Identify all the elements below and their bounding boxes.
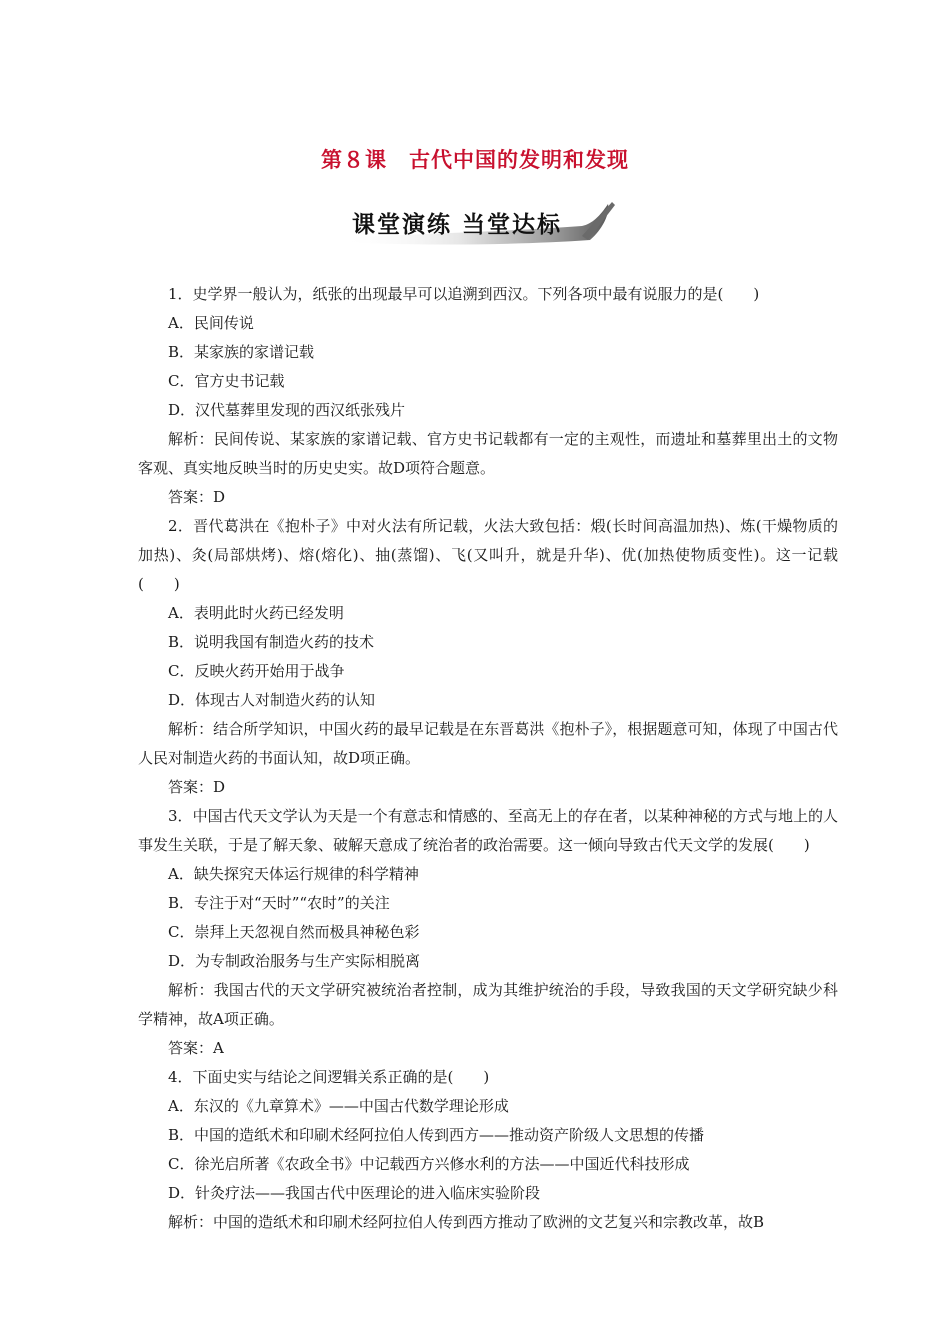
option-b: B．某家族的家谱记载 [168,343,315,361]
page-title: 第８课 古代中国的发明和发现 [321,148,629,172]
option-a: A．缺失探究天体运行规律的科学精神 [168,865,419,883]
banner-text: 课堂演练 当堂达标 [352,212,563,238]
option-a: A．表明此时火药已经发明 [168,604,344,622]
question-1 [138,280,838,512]
option-a: A．东汉的《九章算术》——中国古代数学理论形成 [168,1097,509,1115]
question-list [138,280,838,1237]
option-c: C．官方史书记载 [168,372,285,390]
option-c: C．徐光启所著《农政全书》中记载西方兴修水利的方法——中国近代科技形成 [168,1155,690,1173]
question-stem: 1．史学界一般认为，纸张的出现最早可以追溯到西汉。下列各项中最有说服力的是( ) [168,285,760,303]
answer-text: 答案：D [168,778,226,796]
answer-text: 答案：D [168,488,226,506]
analysis-text: 解析：中国的造纸术和印刷术经阿拉伯人传到西方推动了欧洲的文艺复兴和宗教改革，故B [168,1213,765,1231]
option-d: D．体现古人对制造火药的认知 [168,691,376,709]
option-b: B．专注于对“天时”“农时”的关注 [168,894,390,912]
option-d: D．针灸疗法——我国古代中医理论的进入临床实验阶段 [168,1184,541,1202]
question-stem: 3．中国古代天文学认为天是一个有意志和情感的、至高无上的存在者，以某种神秘的方式与地上的人事发生关联，于是了解天象、破解天意成了统治者的政治需要。这一倾向导致古代天文学的发展( ) [138,807,838,854]
option-b: B．中国的造纸术和印刷术经阿拉伯人传到西方——推动资产阶级人文思想的传播 [168,1126,705,1144]
analysis-text: 解析：民间传说、某家族的家谱记载、官方史书记载都有一定的主观性，而遗址和墓葬里出土的文物客观、真实地反映当时的历史史实。故D项符合题意。 [138,430,838,477]
question-3 [138,802,838,1063]
option-c: C．崇拜上天忽视自然而极具神秘色彩 [168,923,420,941]
question-stem: 2．晋代葛洪在《抱朴子》中对火法有所记载，火法大致包括：煅(长时间高温加热)、炼(干燥物质的加热)、灸(局部烘烤)、熔(熔化)、抽(蒸馏)、飞(又叫升，就是升华)、优(加热使物质变性)。这一记载( ) [138,517,838,593]
option-b: B．说明我国有制造火药的技术 [168,633,375,651]
option-a: A．民间传说 [168,314,254,332]
question-4 [138,1063,838,1237]
answer-text: 答案：A [168,1039,224,1057]
analysis-text: 解析：结合所学知识，中国火药的最早记载是在东晋葛洪《抱朴子》，根据题意可知，体现了中国古代人民对制造火药的书面认知，故D项正确。 [138,720,838,767]
option-d: D．汉代墓葬里发现的西汉纸张残片 [168,401,406,419]
section-banner [320,198,620,248]
question-stem: 4．下面史实与结论之间逻辑关系正确的是( ) [168,1068,490,1086]
analysis-text: 解析：我国古代的天文学研究被统治者控制，成为其维护统治的手段，导致我国的天文学研究缺少科学精神，故A项正确。 [138,981,838,1028]
option-d: D．为专制政治服务与生产实际相脱离 [168,952,421,970]
question-2 [138,512,838,802]
option-c: C．反映火药开始用于战争 [168,662,345,680]
